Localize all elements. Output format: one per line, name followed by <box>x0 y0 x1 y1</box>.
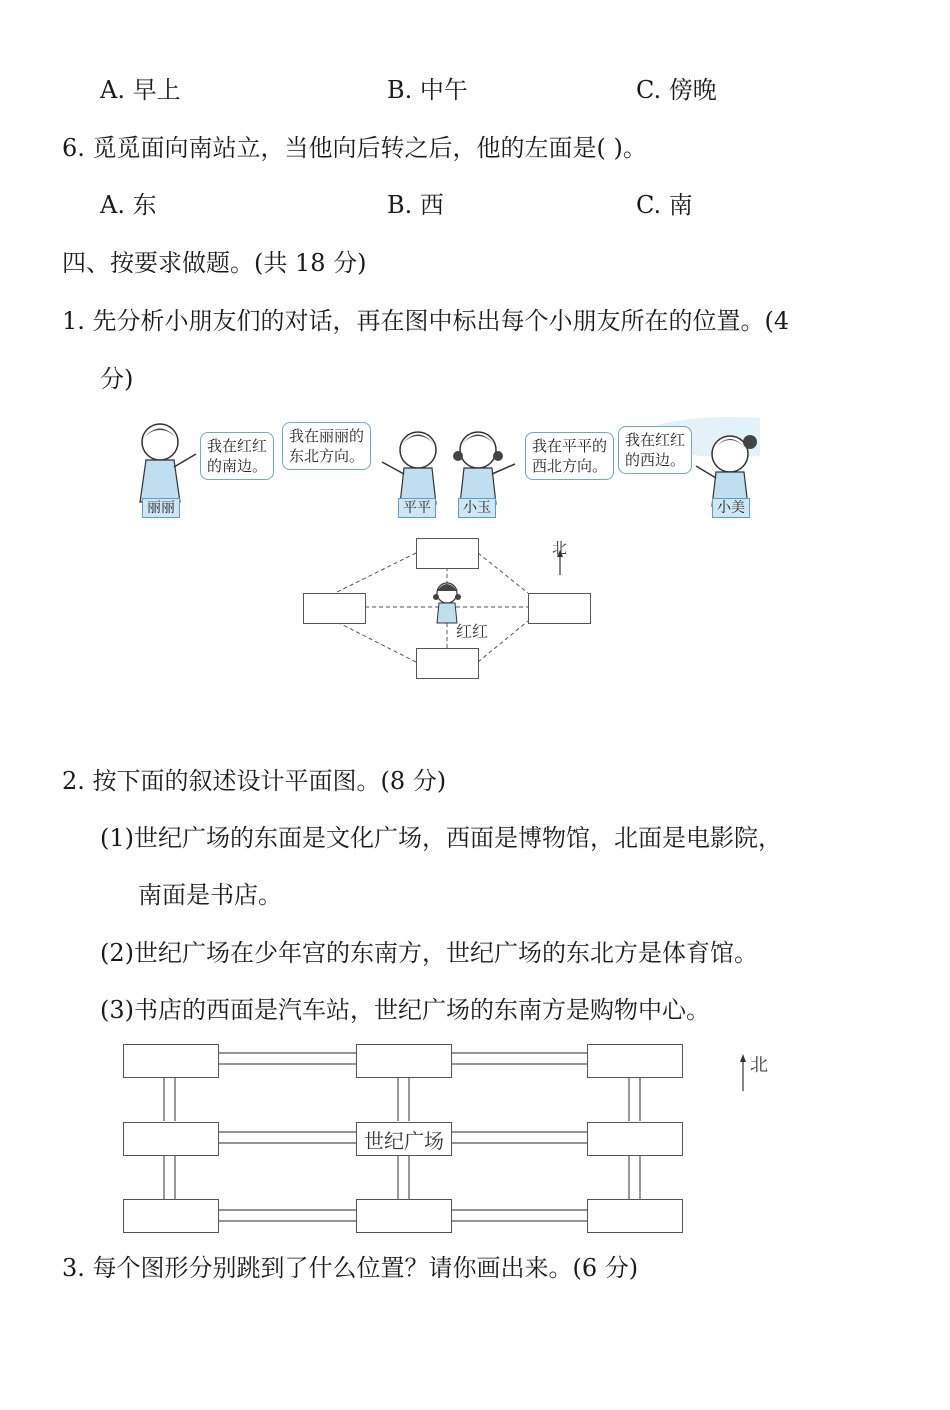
q6-option-b: B. 西 <box>387 191 444 219</box>
speech-line: 我在红红 <box>207 437 268 455</box>
plan-box-w[interactable] <box>123 1122 219 1156</box>
name-tag-xiaoyu: 小玉 <box>458 498 496 518</box>
plan-box-s[interactable] <box>356 1199 452 1233</box>
plan-box-se[interactable] <box>587 1199 683 1233</box>
name-tag-lili: 丽丽 <box>142 498 180 518</box>
answer-box-north[interactable] <box>416 538 479 569</box>
road-lines <box>122 1043 782 1235</box>
speech-line: 我在红红 <box>625 431 686 449</box>
speech-bubble-xiaomei <box>618 426 692 474</box>
speech-line: 我在平平的 <box>532 437 608 455</box>
plan-box-nw[interactable] <box>123 1044 219 1078</box>
center-name-label: 红红 <box>456 622 489 641</box>
dialogue-illustration <box>130 412 760 522</box>
plaza-box: 世纪广场 <box>356 1122 452 1156</box>
q6-stem: 6. 觅觅面向南站立，当他向后转之后，他的左面是( )。 <box>62 134 647 162</box>
answer-box-east[interactable] <box>528 593 591 624</box>
speech-line: 的西边。 <box>625 451 686 469</box>
p1-question-line2: 分) <box>100 365 134 393</box>
north-label: 北 <box>552 539 568 557</box>
p2-title: 2. 按下面的叙述设计平面图。(8 分) <box>62 767 447 795</box>
q5-option-c: C. 傍晚 <box>636 76 717 104</box>
plan-box-sw[interactable] <box>123 1199 219 1233</box>
section-title: 四、按要求做题。(共 18 分) <box>62 249 367 277</box>
speech-bubble-lili <box>200 432 274 480</box>
plan-box-n[interactable] <box>356 1044 452 1078</box>
p3-title: 3. 每个图形分别跳到了什么位置？请你画出来。(6 分) <box>62 1254 639 1282</box>
position-diagram <box>300 535 600 680</box>
speech-bubble-pingping <box>282 422 371 470</box>
p1-question-line1: 1. 先分析小朋友们的对话，再在图中标出每个小朋友所在的位置。(4 <box>62 307 790 335</box>
p2-item3: (3)书店的西面是汽车站，世纪广场的东南方是购物中心。 <box>100 996 710 1024</box>
speech-bubble-xiaoyu <box>525 432 614 480</box>
plan-north-label: 北 <box>750 1055 768 1076</box>
plan-grid <box>122 1043 782 1235</box>
name-tag-pingping: 平平 <box>398 498 436 518</box>
speech-line: 的南边。 <box>207 457 268 475</box>
plan-box-e[interactable] <box>587 1122 683 1156</box>
kid-xiaoyu-figure <box>453 432 515 504</box>
kid-pingping-figure <box>382 432 436 504</box>
plan-box-ne[interactable] <box>587 1044 683 1078</box>
name-tag-xiaomei: 小美 <box>712 498 750 518</box>
speech-line: 西北方向。 <box>532 457 608 475</box>
q5-option-a: A. 早上 <box>100 76 181 104</box>
answer-box-west[interactable] <box>303 593 366 624</box>
kid-lili-figure <box>140 424 196 502</box>
p2-item1-line2: 南面是书店。 <box>138 881 282 909</box>
q6-option-a: A. 东 <box>100 191 157 219</box>
answer-box-south[interactable] <box>416 648 479 679</box>
q6-option-c: C. 南 <box>636 191 693 219</box>
p2-item2: (2)世纪广场在少年宫的东南方，世纪广场的东北方是体育馆。 <box>100 939 758 967</box>
q5-option-b: B. 中午 <box>387 76 468 104</box>
p2-item1-line1: (1)世纪广场的东面是文化广场，西面是博物馆，北面是电影院， <box>100 824 782 852</box>
speech-line: 东北方向。 <box>289 447 365 465</box>
speech-line: 我在丽丽的 <box>289 427 365 445</box>
